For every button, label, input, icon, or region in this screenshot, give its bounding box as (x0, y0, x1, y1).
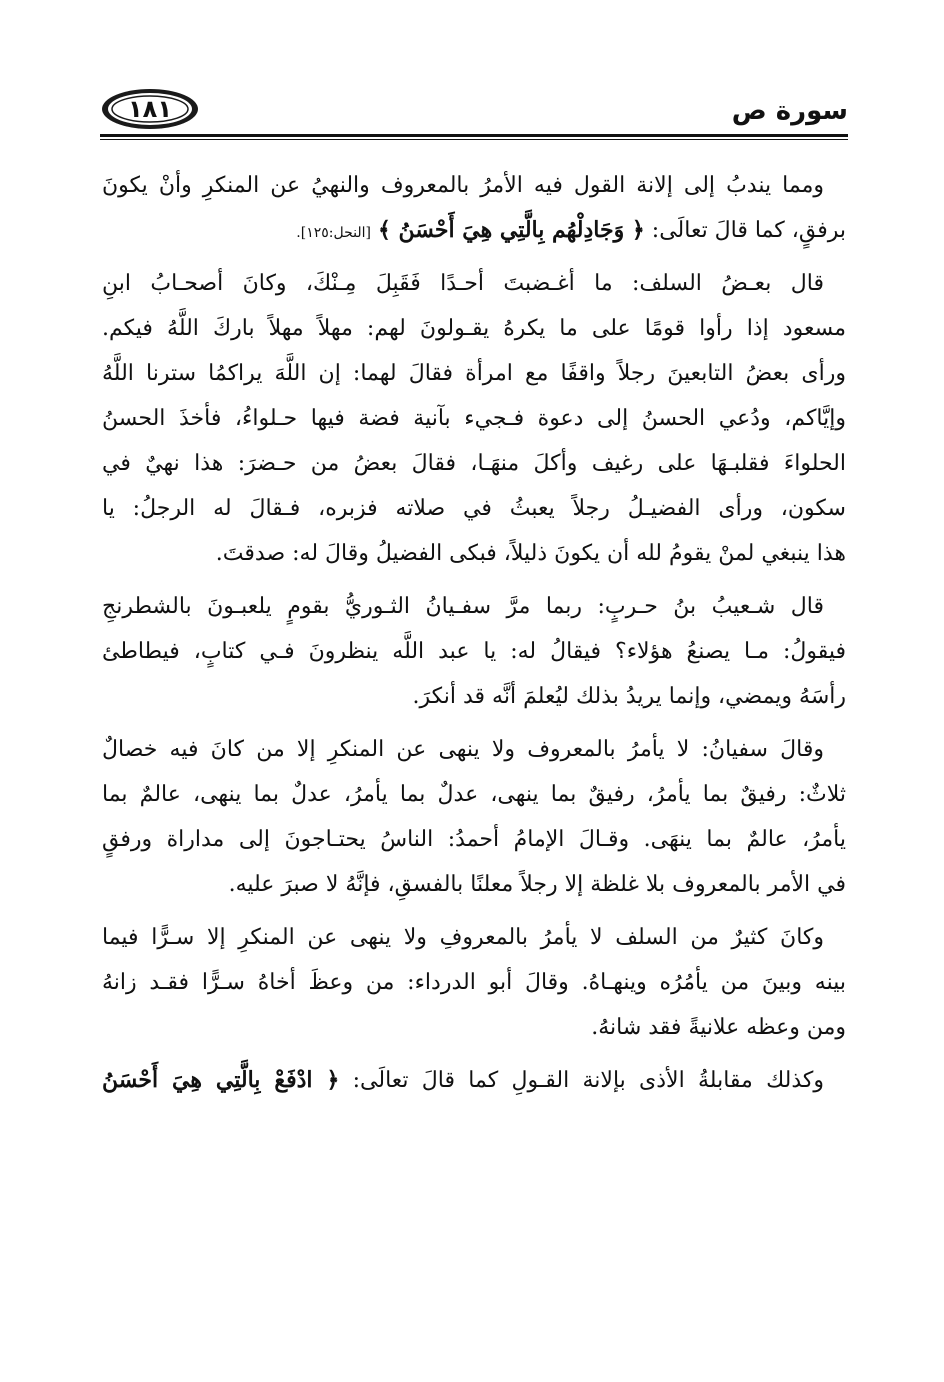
text-line (102, 208, 846, 253)
text-line: وقالَ سفيانُ: لا يأمرُ بالمعروف ولا ينهى عن المنكرِ إلا من كانَ فيه خصالٌ (102, 737, 824, 762)
page-number-badge (100, 86, 200, 132)
paragraph (102, 584, 846, 719)
text-line: قال بعـضُ السلف: ما أغـضبتَ أحـدًا فَقَبِلَ مِـنْكَ، وكانَ أصحـابُ ابنِ (102, 271, 824, 296)
header-rule (100, 134, 848, 137)
quran-verse: ﴿ ادْفَعْ بِالَّتِي هِيَ أَحْسَنُ (102, 1067, 340, 1093)
paragraph (102, 261, 846, 576)
paragraph (102, 163, 846, 253)
text-line: وكانَ كثيرٌ من السلف لا يأمرُ بالمعروفِ ولا ينهى عن المنكرِ إلا سـرًّا فيما (102, 925, 824, 950)
text-line: قال شـعيبُ بنُ حـربٍ: ربما مرَّ سفـيانُ الثـوريُّ بقومٍ يلعبـونَ بالشطرنجِ (102, 594, 824, 619)
text-segment: وكذلك مقابلةُ الأذى بإلانة القـولِ كما قالَ تعالَى: (352, 1068, 824, 1093)
text-segment: برفقٍ، كما قالَ تعالَى: (651, 218, 846, 243)
text-line: بينه وبينَ من يأمُرُه وينهـاهُ. وقالَ أبو الدرداء: من وعظَ أخاهُ سـرًّا فقـد زانهُ (102, 970, 846, 995)
text-line (102, 1058, 846, 1103)
text-line: الحلواءَ فقلبـهَا على رغيف وأكلَ منهَـا، فقالَ بعضُ من حـضرَ: هذا نهيٌ في (102, 451, 846, 476)
text-line: يأمرُ، عالمٌ بما ينهَى. وقـالَ الإمامُ أحمدُ: الناسُ يحتـاجونَ إلى مداراة ورفقٍ (102, 827, 846, 852)
text-line: وإيَّاكم، ودُعي الحسنُ إلى دعوة فـجيء بآنية فضة فيها حـلواءُ، فأخذَ الحسنُ (102, 406, 846, 431)
text-line: في الأمر بالمعروف بلا غلظة إلا رجلاً معلنًا بالفسقِ، فإنَّهُ لا صبرَ عليه. (228, 872, 846, 897)
page-number: ١٨١ (128, 95, 172, 123)
paragraph (102, 915, 846, 1050)
text-line: ومما يندبُ إلى إلانة القول فيه الأمرُ بالمعروف والنهيُ عن المنكرِ وأنْ يكونَ (102, 173, 824, 198)
text-line: مسعود إذا رأوا قومًا على ما يكرهُ يقـولونَ لهم: مهلاً مهلاً باركَ اللَّهُ فيكم. (102, 316, 846, 341)
surah-title: سورة ص (731, 96, 848, 126)
text-line: فيقولُ: مـا يصنعُ هؤلاء؟ فيقالُ له: يا عبد اللَّه ينظرونَ فـي كتابٍ، فيطاطئ (102, 639, 846, 664)
text-line: ثلاثٌ: رفيقٌ بما يأمرُ، رفيقٌ بما ينهى، عدلٌ بما يأمرُ، عدلٌ بما ينهى، عالمٌ بما (102, 782, 846, 807)
text-line: ورأى بعضُ التابعينَ رجلاً واقفًا مع امرأة فقالَ لهما: إن اللَّهَ يراكمُا سترنا اللَّهُ (102, 361, 846, 386)
paragraph (102, 1058, 846, 1103)
header-rule-thin (100, 139, 848, 140)
page-header (100, 82, 848, 138)
page-body (102, 163, 846, 1103)
text-line: هذا ينبغي لمنْ يقومُ لله أن يكونَ ذليلاً، فبكى الفضيلُ وقالَ له: صدقتَ. (215, 541, 846, 566)
text-line: رأسَهُ ويمضي، وإنما يريدُ بذلك ليُعلمَ أنَّه قد أنكرَ. (412, 684, 846, 709)
quran-verse: ﴿ وَجَادِلْهُم بِالَّتِي هِيَ أَحْسَنُ ﴾ (377, 217, 645, 243)
paragraph (102, 727, 846, 907)
text-line: سكون، ورأى الفضيـلُ رجلاً يعبثُ في صلاته فزبره، فـقالَ له الرجلُ: يا (102, 496, 846, 521)
text-line: ومن وعظه علانيةً فقد شانهُ. (591, 1015, 846, 1040)
verse-reference: [النحل:١٢٥]. (296, 225, 371, 241)
